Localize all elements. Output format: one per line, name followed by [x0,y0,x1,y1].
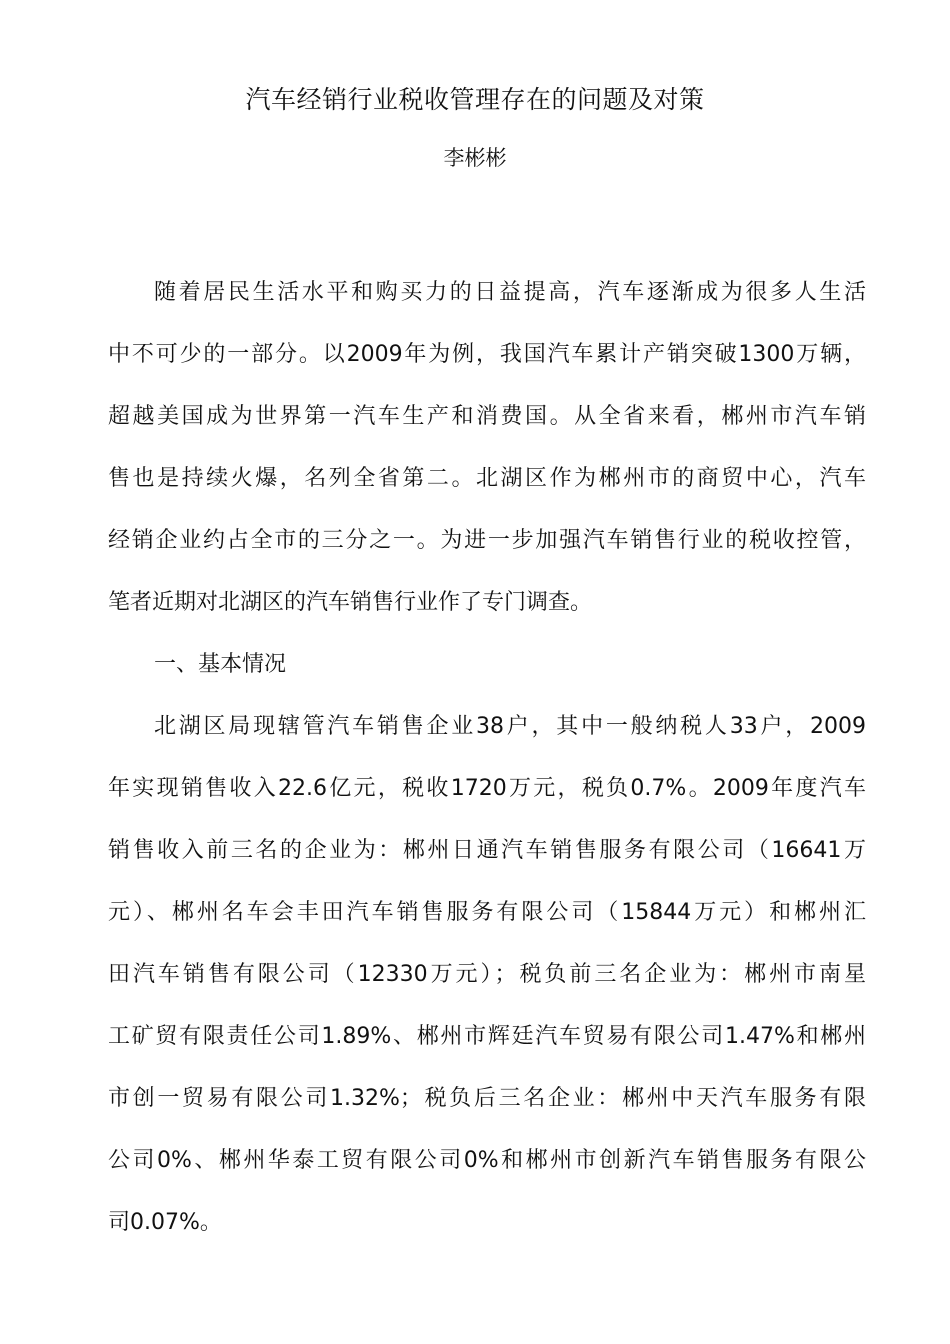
document-body [108,262,866,1254]
paragraph-line: 销售收入前三名的企业为：郴州日通汽车销售服务有限公司（16641万 [108,838,866,863]
paragraph-line: 田汽车销售有限公司（12330万元）；税负前三名企业为：郴州市南星 [108,962,866,987]
document-title: 汽车经销行业税收管理存在的问题及对策 [245,85,705,114]
paragraph-line: 笔者近期对北湖区的汽车销售行业作了专门调查。 [108,590,593,615]
paragraph-line: 工矿贸有限责任公司1.89%、郴州市辉廷汽车贸易有限公司1.47%和郴州 [108,1024,866,1049]
paragraph-line: 经销企业约占全市的三分之一。为进一步加强汽车销售行业的税收控管， [108,528,866,553]
section-heading: 一、基本情况 [154,652,287,677]
paragraph-line: 北湖区局现辖管汽车销售企业38户，其中一般纳税人33户，2009 [154,714,866,739]
paragraph-line: 年实现销售收入22.6亿元，税收1720万元，税负0.7%。2009年度汽车 [108,776,866,801]
document-author: 李彬彬 [443,146,507,170]
paragraph-line: 超越美国成为世界第一汽车生产和消费国。从全省来看，郴州市汽车销 [108,404,866,429]
paragraph-line: 市创一贸易有限公司1.32%；税负后三名企业：郴州中天汽车服务有限 [108,1086,866,1111]
paragraph-line: 中不可少的一部分。以2009年为例，我国汽车累计产销突破1300万辆， [108,342,866,367]
paragraph-line: 随着居民生活水平和购买力的日益提高，汽车逐渐成为很多人生活 [154,280,866,305]
paragraph-line: 元）、郴州名车会丰田汽车销售服务有限公司（15844万元）和郴州汇 [108,900,866,925]
paragraph-line: 司0.07%。 [108,1210,222,1235]
paragraph-line: 公司0%、郴州华泰工贸有限公司0%和郴州市创新汽车销售服务有限公 [108,1148,866,1173]
paragraph-line: 售也是持续火爆，名列全省第二。北湖区作为郴州市的商贸中心，汽车 [108,466,866,491]
